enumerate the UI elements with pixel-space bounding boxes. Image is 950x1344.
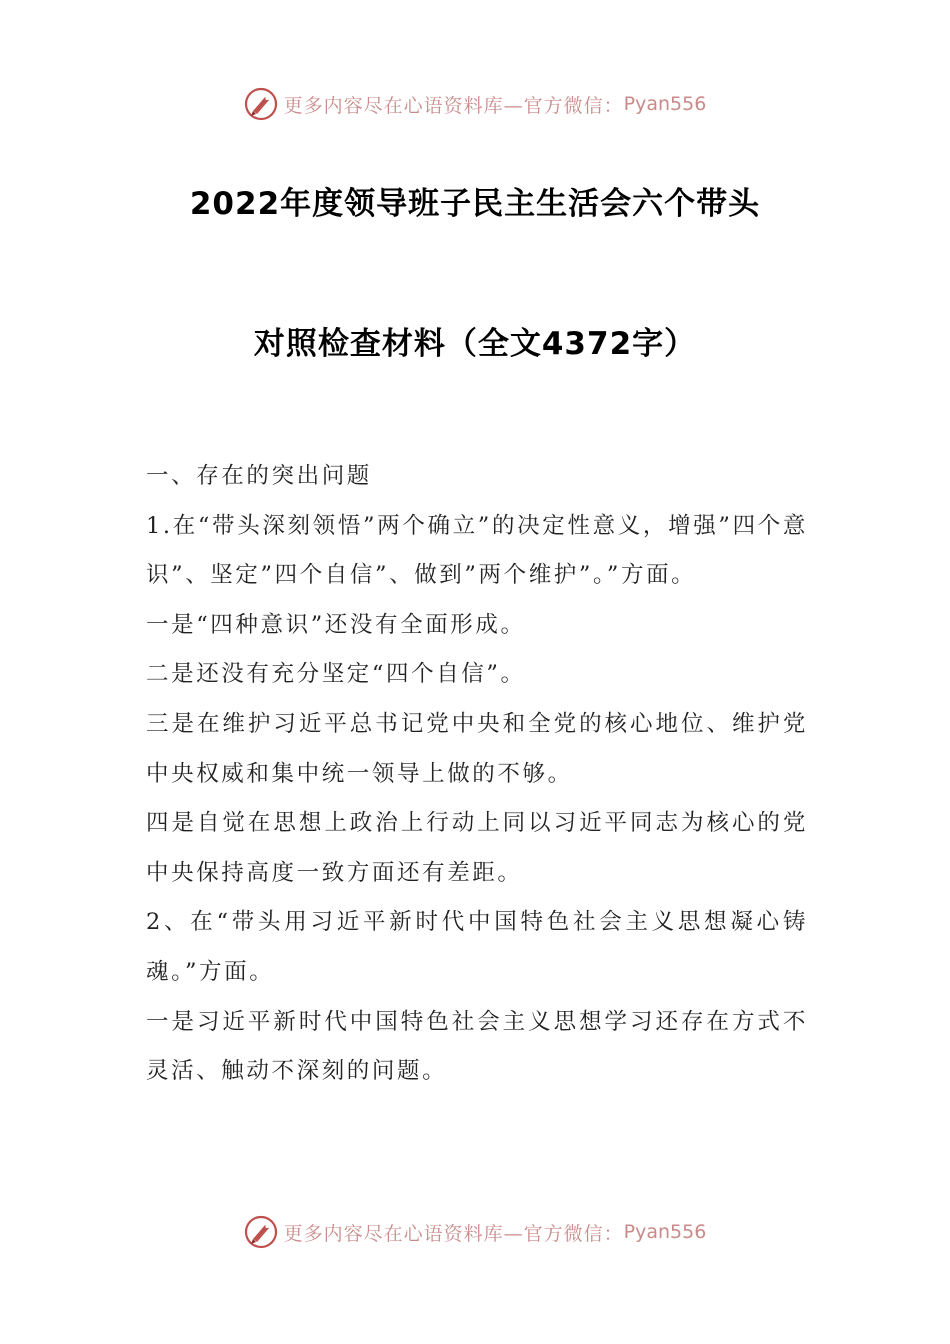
- watermark-text: 更多内容尽在心语资料库—官方微信：: [283, 94, 624, 117]
- header-watermark: [0, 84, 950, 124]
- watermark-text: 更多内容尽在心语资料库—官方微信：: [283, 1222, 624, 1245]
- footer-watermark: [0, 1212, 950, 1252]
- paragraph: 四是自觉在思想上政治上行动上同以习近平同志为核心的党中央保持高度一致方面还有差距。: [146, 810, 808, 886]
- pen-nib-icon: [244, 1215, 278, 1249]
- paragraph: 一是“四种意识”还没有全面形成。: [146, 611, 526, 638]
- document-title-line-2: 对照检查材料（全文4372字）: [253, 326, 697, 362]
- paragraph: 三是在维护习近平总书记党中央和全党的核心地位、维护党中央权威和集中统一领导上做的不够。: [146, 710, 808, 787]
- watermark-wechat-id: Pyan556: [623, 93, 707, 115]
- paragraph: 1.在“带头深刻领悟”两个确立”的决定性意义，增强”四个意识”、坚定”四个自信”、做到”两个维护”。”方面。: [146, 512, 808, 589]
- paragraph: 2、在“带头用习近平新时代中国特色社会主义思想凝心铸魂。”方面。: [146, 909, 808, 985]
- paragraph: 一是习近平新时代中国特色社会主义思想学习还存在方式不灵活、触动不深刻的问题。: [146, 1008, 808, 1085]
- paragraph: 二是还没有充分坚定“四个自信”。: [146, 661, 526, 688]
- document-title-line-1: 2022年度领导班子民主生活会六个带头: [189, 186, 761, 222]
- document-body: [146, 452, 808, 1097]
- pen-nib-icon: [244, 87, 278, 121]
- watermark-wechat-id: Pyan556: [623, 1221, 707, 1243]
- section-heading: 一、存在的突出问题: [146, 463, 372, 489]
